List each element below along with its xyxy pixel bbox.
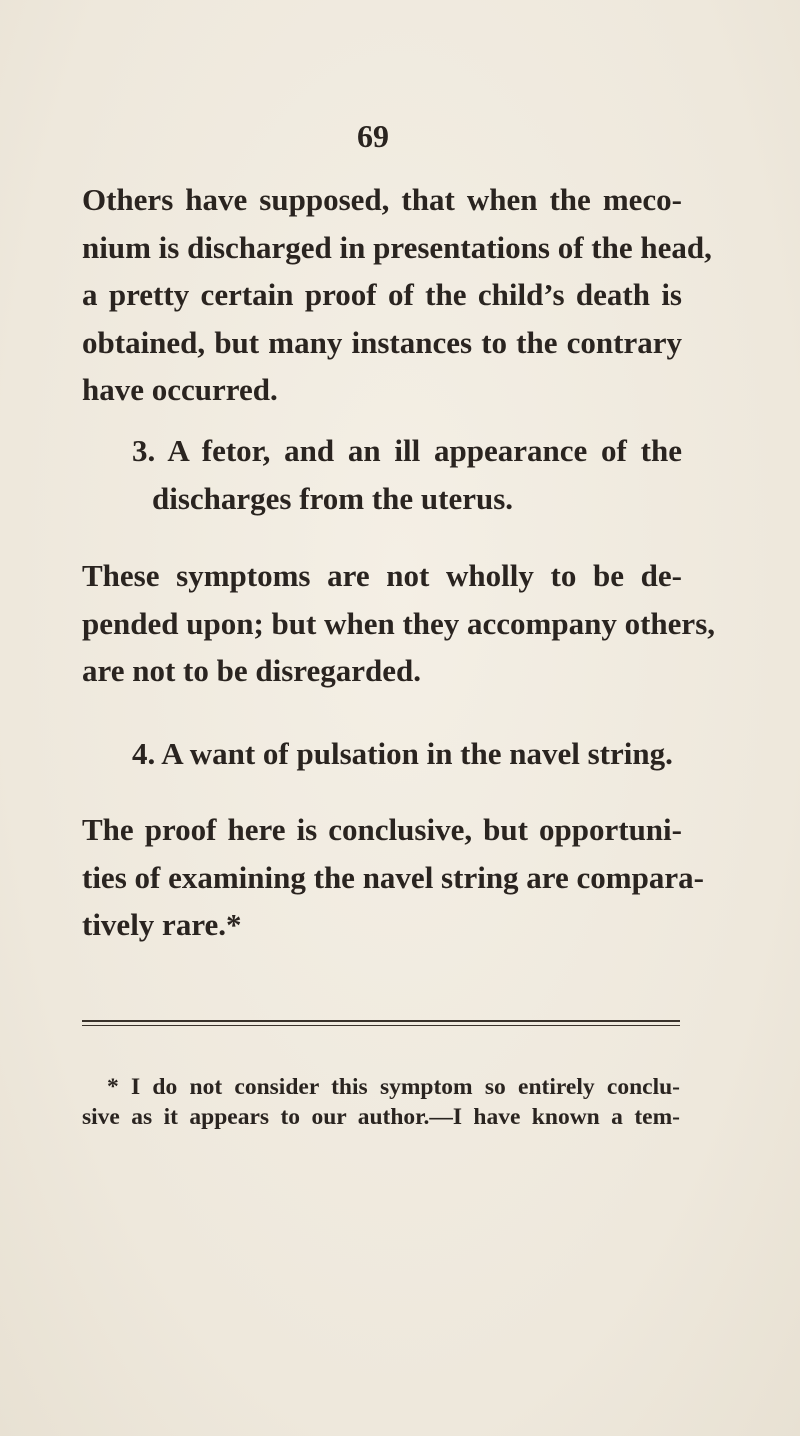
text-line: pended upon; but when they accompany others,	[82, 605, 716, 641]
text-line: nium is discharged in presentations of the head,	[82, 229, 712, 265]
footnote-divider	[82, 1025, 680, 1026]
text-line: obtained, but many instances to the contrary	[82, 324, 682, 360]
page-number: 69	[357, 118, 389, 154]
paragraph-symptoms	[82, 552, 716, 695]
text-line: 4. A want of pulsation in the navel string.	[132, 736, 673, 771]
text-line: discharges from the uterus.	[152, 480, 514, 516]
text-line: ties of examining the navel string are compara-	[82, 859, 704, 895]
numbered-item-4	[132, 730, 692, 778]
text-line: Others have supposed, that when the meco-	[82, 182, 682, 217]
paragraph-proof	[82, 806, 704, 949]
footnote-divider	[82, 1020, 680, 1022]
text-line: are not to be disregarded.	[82, 653, 421, 688]
footnote-line: sive as it appears to our author.—I have known a tem-	[82, 1104, 680, 1130]
numbered-item-3	[132, 427, 682, 522]
paragraph-meconium	[82, 176, 712, 414]
text-line: 3. A fetor, and an ill appearance of the	[132, 433, 682, 468]
text-line: tively rare.*	[82, 907, 242, 942]
footnote	[82, 1072, 680, 1132]
text-line: have occurred.	[82, 372, 278, 407]
text-line: These symptoms are not wholly to be de-	[82, 558, 682, 593]
text-line: a pretty certain proof of the child’s death is	[82, 277, 682, 312]
footnote-line: * I do not consider this symptom so entirely conclu-	[107, 1074, 680, 1100]
text-line: The proof here is conclusive, but opportuni-	[82, 812, 682, 847]
